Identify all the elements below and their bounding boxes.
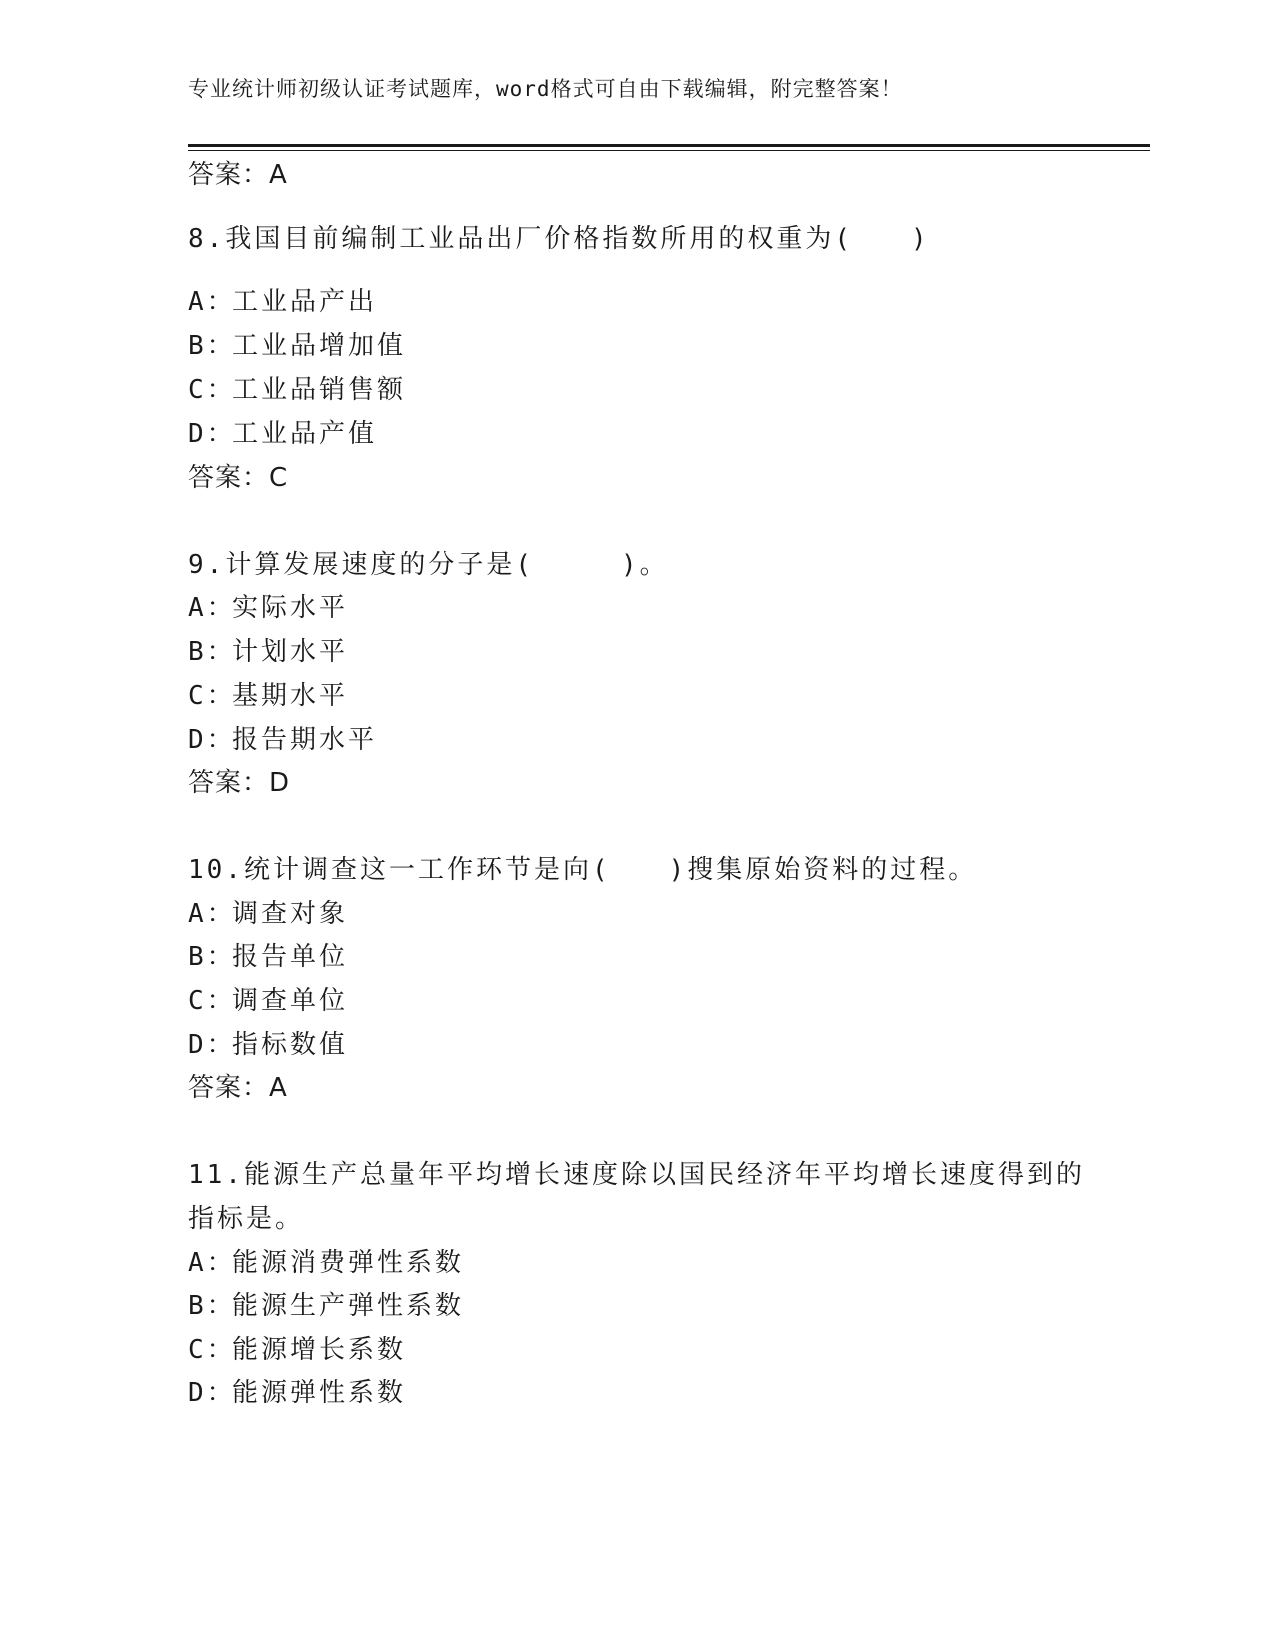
question-10-answer: 答案：A bbox=[188, 1073, 288, 1103]
question-10-option-b: B：报告单位 bbox=[188, 942, 349, 972]
question-11-option-d: D：能源弹性系数 bbox=[188, 1378, 407, 1408]
page-header: 专业统计师初级认证考试题库，word格式可自由下载编辑，附完整答案！ bbox=[188, 77, 903, 101]
question-9-option-a: A：实际水平 bbox=[188, 593, 349, 623]
question-8-option-c: C：工业品销售额 bbox=[188, 375, 407, 405]
question-10-stem: 10.统计调查这一工作环节是向( )搜集原始资料的过程。 bbox=[188, 855, 978, 885]
question-9-stem: 9.计算发展速度的分子是( )。 bbox=[188, 550, 669, 580]
question-9-option-c: C：基期水平 bbox=[188, 681, 349, 711]
question-10-option-d: D：指标数值 bbox=[188, 1030, 349, 1060]
question-9-option-b: B：计划水平 bbox=[188, 637, 349, 667]
question-11-stem: 11.能源生产总量年平均增长速度除以国民经济年平均增长速度得到的 bbox=[188, 1160, 1085, 1190]
question-8-answer: 答案：C bbox=[188, 463, 289, 493]
question-8-option-b: B：工业品增加值 bbox=[188, 331, 407, 361]
header-rule-thin bbox=[188, 150, 1150, 151]
question-11-option-a: A：能源消费弹性系数 bbox=[188, 1248, 465, 1278]
question-11-option-c: C：能源增长系数 bbox=[188, 1335, 407, 1365]
question-10-option-c: C：调查单位 bbox=[188, 986, 349, 1016]
prev-answer: 答案：A bbox=[188, 160, 288, 190]
header-rule-thick bbox=[188, 144, 1150, 147]
question-8-option-d: D：工业品产值 bbox=[188, 419, 378, 449]
question-8-option-a: A：工业品产出 bbox=[188, 287, 378, 317]
question-8-stem: 8.我国目前编制工业品出厂价格指数所用的权重为( ) bbox=[188, 224, 930, 254]
question-9-option-d: D：报告期水平 bbox=[188, 725, 378, 755]
question-10-option-a: A：调查对象 bbox=[188, 899, 349, 929]
question-9-answer: 答案：D bbox=[188, 768, 291, 798]
question-11-option-b: B：能源生产弹性系数 bbox=[188, 1291, 465, 1321]
question-11-stem-continued: 指标是。 bbox=[188, 1204, 305, 1234]
